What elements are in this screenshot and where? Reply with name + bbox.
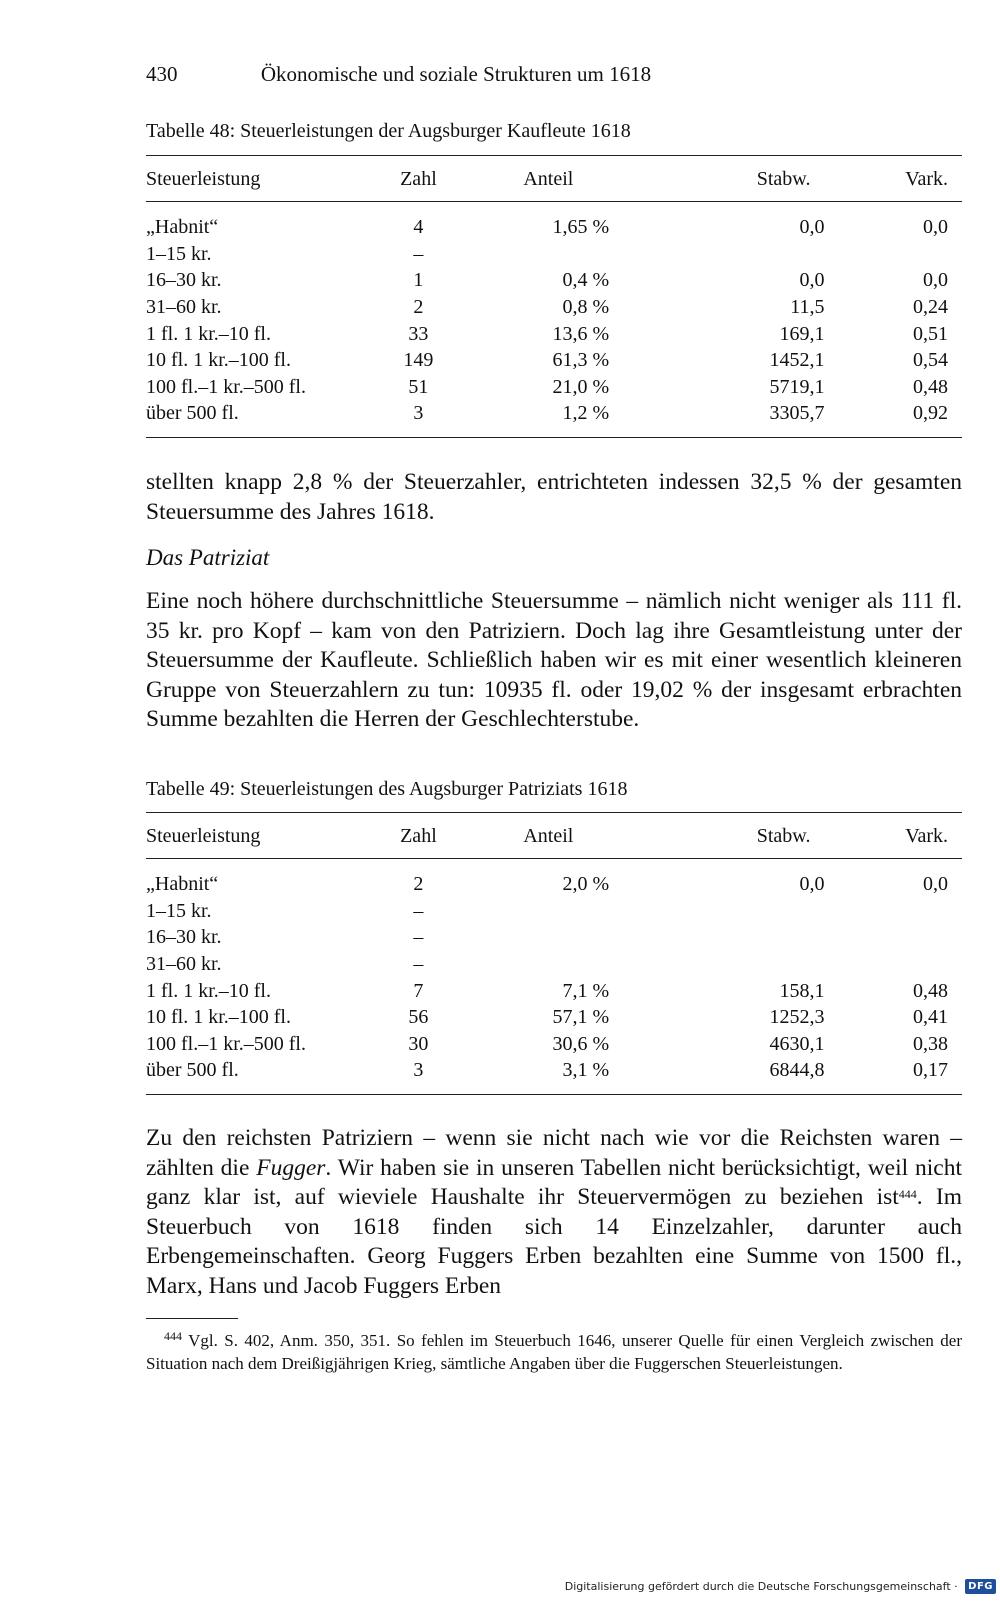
cell-stabw: 6844,8 bbox=[769, 1059, 825, 1082]
cell-vark: 0,0 bbox=[923, 216, 948, 239]
cell-stabw: 0,0 bbox=[799, 216, 825, 239]
cell-vark: 0,54 bbox=[913, 349, 948, 372]
cell-steuerleistung: über 500 fl. bbox=[146, 1059, 239, 1082]
cell-vark bbox=[824, 898, 962, 925]
section-heading: Das Patriziat bbox=[146, 545, 270, 570]
digitization-notice bbox=[565, 1579, 996, 1599]
cell-stabw: 4630,1 bbox=[769, 1032, 825, 1055]
table-row bbox=[146, 202, 962, 241]
cell-anteil: 1,2 % bbox=[562, 402, 610, 425]
cell-stabw: 1452,1 bbox=[769, 349, 825, 372]
cell-vark: 0,24 bbox=[913, 296, 948, 319]
page-header bbox=[146, 62, 936, 94]
cell-vark: 0,41 bbox=[913, 1006, 948, 1029]
cell-steuerleistung: 10 fl. 1 kr.–100 fl. bbox=[146, 349, 291, 372]
table49-caption: Tabelle 49: Steuerleistungen des Augsburger Patriziats 1618 bbox=[146, 778, 628, 800]
cell-anteil: 30,6 % bbox=[552, 1032, 610, 1055]
table49 bbox=[146, 812, 962, 1095]
cell-vark bbox=[824, 241, 962, 268]
paragraph-patriciate: Eine noch höhere durchschnittliche Steuersumme – nämlich nicht weniger als 111 fl. 35 kr. pro Kopf – kam von den Patriziern. Doch lag ihre Gesamtleistung unter der Steuersumme der Kaufleute. Schließlich haben wir es mit einer wesentlich kleineren Gruppe von Steuerzahlern zu tun: 10935 fl. oder 19,02 % der insgesamt erbrachten Summe bezahlten die Herren der Geschlechterstube. bbox=[146, 588, 962, 732]
cell-steuerleistung: 100 fl.–1 kr.–500 fl. bbox=[146, 375, 306, 398]
cell-vark: 0,0 bbox=[923, 269, 948, 292]
footnote-mark: 444 bbox=[164, 1329, 182, 1343]
cell-steuerleistung: 10 fl. 1 kr.–100 fl. bbox=[146, 1006, 291, 1029]
column-header: Zahl bbox=[400, 825, 437, 847]
table-row bbox=[146, 1057, 962, 1094]
table48-caption: Tabelle 48: Steuerleistungen der Augsburger Kaufleute 1618 bbox=[146, 120, 631, 142]
cell-stabw bbox=[649, 951, 824, 978]
cell-stabw bbox=[649, 898, 824, 925]
dfg-logo-icon: DFG bbox=[965, 1579, 996, 1594]
cell-zahl: 30 bbox=[408, 1032, 429, 1055]
table-row bbox=[146, 241, 962, 268]
table-row bbox=[146, 294, 962, 321]
column-header: Zahl bbox=[400, 168, 437, 190]
column-header: Anteil bbox=[523, 168, 574, 190]
cell-anteil bbox=[448, 951, 650, 978]
table-row bbox=[146, 859, 962, 898]
cell-zahl: 3 bbox=[413, 1059, 424, 1082]
cell-zahl: – bbox=[413, 242, 424, 265]
cell-stabw: 158,1 bbox=[779, 979, 825, 1002]
cell-anteil bbox=[448, 924, 650, 951]
table-row bbox=[146, 347, 962, 374]
table-header-row bbox=[146, 813, 962, 859]
cell-zahl: 4 bbox=[413, 216, 424, 239]
cell-steuerleistung: „Habnit“ bbox=[146, 216, 219, 239]
table-row bbox=[146, 1004, 962, 1031]
table-row bbox=[146, 400, 962, 437]
cell-steuerleistung: 1–15 kr. bbox=[146, 899, 212, 922]
footnote-rule bbox=[146, 1318, 238, 1319]
table-row bbox=[146, 951, 962, 978]
cell-stabw bbox=[649, 924, 824, 951]
cell-vark: 0,92 bbox=[913, 402, 948, 425]
cell-anteil: 57,1 % bbox=[552, 1006, 610, 1029]
cell-anteil: 0,4 % bbox=[562, 269, 610, 292]
cell-zahl: 2 bbox=[413, 296, 424, 319]
cell-anteil bbox=[448, 241, 650, 268]
digitization-text: Digitalisierung gefördert durch die Deutsche Forschungsgemeinschaft · bbox=[564, 1580, 958, 1593]
paragraph-fugger-text-3: . Im Steuerbuch von 1618 finden sich 14 Einzelzahler, darunter auch Erbengemeinschaften. Georg Fuggers Erben bezahlten eine Summe von 1500 fl., Marx, Hans und Jacob Fuggers Erben bbox=[146, 1184, 962, 1299]
cell-steuerleistung: „Habnit“ bbox=[146, 873, 219, 896]
cell-vark: 0,0 bbox=[923, 873, 948, 896]
cell-anteil: 3,1 % bbox=[562, 1059, 610, 1082]
cell-stabw: 5719,1 bbox=[769, 375, 825, 398]
cell-anteil bbox=[448, 898, 650, 925]
paragraph-fugger-text-1: Zu den reichsten Patriziern – wenn sie nicht nach wie vor die Reichsten waren – zählten die bbox=[146, 1125, 962, 1181]
cell-steuerleistung: 16–30 kr. bbox=[146, 269, 222, 292]
cell-zahl: 3 bbox=[413, 402, 424, 425]
table-row bbox=[146, 320, 962, 347]
cell-vark: 0,17 bbox=[913, 1059, 948, 1082]
column-header: Steuerleistung bbox=[146, 168, 261, 190]
column-header: Stabw. bbox=[756, 825, 811, 847]
paragraph-fugger-text-2: . Wir haben sie in unseren Tabellen nicht berücksichtigt, weil nicht ganz klar ist, auf wieviele Haushalte ihr Steuervermögen zu beziehen ist bbox=[146, 1154, 962, 1210]
cell-steuerleistung: 1–15 kr. bbox=[146, 242, 212, 265]
paragraph-merchants-conclusion: stellten knapp 2,8 % der Steuerzahler, entrichteten indessen 32,5 % der gesamten Steuersumme des Jahres 1618. bbox=[146, 469, 962, 525]
cell-steuerleistung: 31–60 kr. bbox=[146, 296, 222, 319]
running-title: Ökonomische und soziale Strukturen um 1618 bbox=[260, 62, 652, 86]
column-header: Steuerleistung bbox=[146, 825, 261, 847]
footnote-reference[interactable]: 444 bbox=[898, 1187, 917, 1201]
cell-anteil: 2,0 % bbox=[562, 873, 610, 896]
cell-steuerleistung: 100 fl.–1 kr.–500 fl. bbox=[146, 1032, 306, 1055]
cell-zahl: – bbox=[413, 926, 424, 949]
cell-vark: 0,48 bbox=[913, 979, 948, 1002]
column-header: Anteil bbox=[523, 825, 574, 847]
cell-vark: 0,48 bbox=[913, 375, 948, 398]
footnote-444 bbox=[146, 1330, 962, 1375]
cell-zahl: 149 bbox=[403, 349, 434, 372]
cell-zahl: 2 bbox=[413, 873, 424, 896]
cell-zahl: 56 bbox=[408, 1006, 429, 1029]
cell-steuerleistung: 16–30 kr. bbox=[146, 926, 222, 949]
cell-vark bbox=[824, 951, 962, 978]
cell-stabw: 3305,7 bbox=[769, 402, 825, 425]
column-header: Stabw. bbox=[756, 168, 811, 190]
cell-vark bbox=[824, 924, 962, 951]
cell-zahl: 1 bbox=[413, 269, 424, 292]
table-row bbox=[146, 1031, 962, 1058]
cell-anteil: 61,3 % bbox=[552, 349, 610, 372]
cell-steuerleistung: 1 fl. 1 kr.–10 fl. bbox=[146, 322, 271, 345]
cell-zahl: – bbox=[413, 953, 424, 976]
cell-anteil: 21,0 % bbox=[552, 375, 610, 398]
cell-stabw: 169,1 bbox=[779, 322, 825, 345]
paragraph-fugger bbox=[146, 1124, 962, 1301]
page-number: 430 bbox=[146, 62, 178, 86]
column-header: Vark. bbox=[905, 168, 948, 190]
cell-stabw: 1252,3 bbox=[769, 1006, 825, 1029]
cell-stabw: 0,0 bbox=[799, 269, 825, 292]
table-row bbox=[146, 267, 962, 294]
cell-vark: 0,51 bbox=[913, 322, 948, 345]
fugger-emphasis: Fugger bbox=[256, 1154, 326, 1181]
table48 bbox=[146, 155, 962, 438]
cell-stabw: 0,0 bbox=[799, 873, 825, 896]
cell-zahl: 51 bbox=[408, 375, 429, 398]
table-row bbox=[146, 898, 962, 925]
cell-zahl: 7 bbox=[413, 979, 424, 1002]
cell-vark: 0,38 bbox=[913, 1032, 948, 1055]
table-row bbox=[146, 924, 962, 951]
column-header: Vark. bbox=[905, 825, 948, 847]
cell-steuerleistung: 1 fl. 1 kr.–10 fl. bbox=[146, 979, 271, 1002]
cell-anteil: 7,1 % bbox=[562, 979, 610, 1002]
cell-anteil: 0,8 % bbox=[562, 296, 610, 319]
cell-zahl: – bbox=[413, 899, 424, 922]
table-header-row bbox=[146, 156, 962, 202]
cell-stabw bbox=[649, 241, 824, 268]
table-row bbox=[146, 977, 962, 1004]
footnote-text: Vgl. S. 402, Anm. 350, 351. So fehlen im Steuerbuch 1646, unserer Quelle für einen Vergleich zwischen der Situation nach dem Dreißigjährigen Krieg, sämtliche Angaben über die Fuggerschen Steuerleistungen. bbox=[146, 1331, 962, 1373]
cell-anteil: 13,6 % bbox=[552, 322, 610, 345]
cell-stabw: 11,5 bbox=[790, 296, 825, 319]
cell-anteil: 1,65 % bbox=[552, 216, 610, 239]
cell-steuerleistung: über 500 fl. bbox=[146, 402, 239, 425]
table-row bbox=[146, 374, 962, 401]
cell-zahl: 33 bbox=[408, 322, 429, 345]
cell-steuerleistung: 31–60 kr. bbox=[146, 953, 222, 976]
